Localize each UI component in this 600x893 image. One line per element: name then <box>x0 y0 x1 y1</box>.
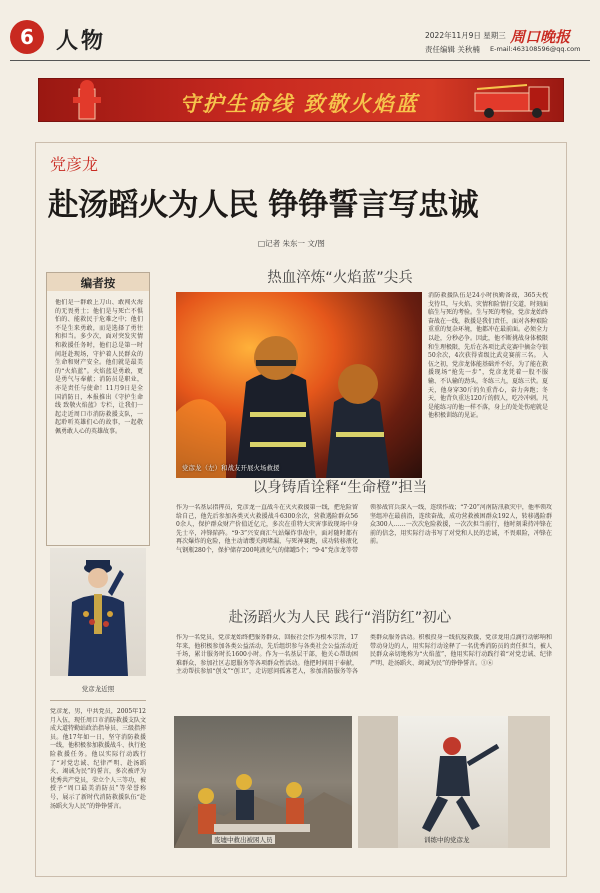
profile-divider <box>50 700 146 701</box>
profile-bio: 党彦龙，男，中共党员，2005年12月入伍，现任周口市消防救援支队文成大道特勤站政治指导员、三级指挥员。他17年如一日，坚守消防救援一线，他积极参加救援战斗、执行抢险救援任务。他以实际行动践行了“对党忠诚、纪律严明、赴汤蹈火、竭诚为民”的誓言，多次被评为优秀共产党员，荣立个人三等功，被授予“周口最美消防员”等荣誉称号，展示了新时代消防救援队伍“赴汤蹈火为人民”的铮铮誓言。 <box>50 708 146 810</box>
photo-caption-2: 废墟中救出被困人员 <box>214 836 273 844</box>
fire-hydrant-icon <box>59 79 119 121</box>
photo-caption-1: 党彦龙（左）和战友开展火场救援 <box>182 464 280 472</box>
profile-photo <box>50 548 146 676</box>
issue-date: 2022年11月9日 星期三 <box>425 31 506 40</box>
editor-note-box <box>46 272 150 546</box>
editor-note-title: 编者按 <box>80 276 116 290</box>
kicker-name: 党彦龙 <box>50 155 99 174</box>
training-photo <box>358 716 550 848</box>
headline: 赴汤蹈火为人民 铮铮誓言写忠诚 <box>48 187 479 223</box>
byline: □记者 朱东一 文/图 <box>258 239 325 248</box>
rescue-photo <box>174 716 352 848</box>
section-body-1: 消防救援队伍是24小时执勤备战，365天枕戈待旦，与火焰、灾情和险情打交道，时刻面临生与死的考验。生与死的考验，党彦龙始终奋战在一线，救援是我们责任，面对各种艰险重重的复杂环境，他都冲在最前面。必须全力以赴，分秒必争。因此，他不断挑战身体极限和生理极限，先后在各项比武竞赛中摘金夺银50余次，4次获得省级比武竞赛前三名。 入伍之初，党彦龙体能基础并不好，为了能在救援现场“抢先一步”，党彦龙凭着一股不服输、不认输的劲头，冬练三九，夏练三伏。夏天，他身穿30斤的负重背心，奋力奔跑；冬天，他背负重达120斤的假人，吃冷冲刺。凡是能练习的他一样不落，身上的处处伤疤就是他积极训练的见证。 <box>428 292 548 420</box>
header-rule <box>10 60 590 61</box>
section-title-3: 赴汤蹈火为人民 践行“消防红”初心 <box>228 610 452 626</box>
rubble-rescue-icon <box>174 716 352 848</box>
newspaper-logo: 周口晚报 <box>510 28 571 46</box>
email-address: E-mail:463108596@qq.com <box>490 45 581 53</box>
profile-photo-caption: 党彦龙近照 <box>81 685 115 693</box>
section-title-2: 以身铸盾诠释“生命橙”担当 <box>252 480 428 496</box>
fire-truck-icon <box>465 79 555 121</box>
banner <box>38 78 564 122</box>
section-name: 人物 <box>56 28 107 54</box>
editor-line: 责任编辑 关秋楠 <box>425 45 480 54</box>
editor-note-title-bar <box>47 273 149 291</box>
page-number: 6 <box>20 25 34 49</box>
section-body-2: 作为一名基层指挥员，党彦龙一直战斗在灭火救援第一线，把危险留给自己，他先后参加各类灭火救援战斗6300余次，营救遇险群众560余人，保护群众财产价值近亿元，多次在重特大灾害事故现场中身先士卒，冲锋陷阵。“9·3”兴安商汇气站爆炸事故中，面对随时都有再次爆炸的危险，他主动请缨关阀堵漏，与死神赛跑，成功转移液化气钢瓶280个，保护储存200吨液化气的储罐5个；“9·4”党彦龙等带领参战官兵深入一线，连续作战；“7·20”河南防汛救灾中，他率领攻坚组冲在最前沿，连续奋战，成功营救被困群众192人，转移遇险群众300人……一次次危险救援，一次次担当前行，他时刻秉持冲锋在前的信念，用实际行动书写了对党和人民的忠诚，不畏艰险，冲锋在前。 <box>176 504 552 554</box>
firefighter-training-icon <box>358 716 550 848</box>
section-title-1: 热血淬炼“火焰蓝”尖兵 <box>267 270 413 286</box>
photo-caption-3: 训练中的党彦龙 <box>424 836 470 844</box>
section-body-3: 作为一名党员，党彦龙始终把服务群众、回报社会作为根本宗旨，17年来，他积极参加各类公益活动，先后组织参与各类社会公益活动近千场，累计服务时长1600小时。作为一名基层干部，他关心帮助困难群众，参加社区志愿服务等各项群众性活动。他把时间用于奉献，主动帮扶参加“创文”“创卫”，走访慰问孤寡老人，参加消防服务等各类群众服务活动。积极投身一线抗疫救援，党彦龙用点滴行动影响和带动身边的人，用实际行动诠释了一名优秀消防员的责任担当，被人民群众亲切地称为“火焰蓝”，他用实际行动践行着“对党忠诚、纪律严明、赴汤蹈火、竭诚为民”的铮铮誓言。①⑥ <box>176 634 552 676</box>
firefighters-in-flames-icon <box>176 292 422 478</box>
editor-note-body: 他们是一群敢上刀山、敢闯火海的无畏勇士；他们是与死亡不惧怕的、能救民于危难之中；他们不是生来勇敢，而是选择了勇往和担当。多少次，面对突发灾情和救援任务时，他们总是第一时间赶赴现场，守护着人民群众的生命和财产安全。他们就是最美的“火焰蓝”。火焰蓝是勇敢，更是勇气与奉献；消防员是职业，亦是责任与使命！11月9日是全国消防日，本报推出《守护生命线 致敬火焰蓝》专栏，让我们一起走近周口市消防救援支队，一起聆听英雄们心的故事，一起敬佩勇敢人心的英雄故事。 <box>55 299 143 435</box>
page-number-badge <box>10 20 44 54</box>
firefighter-portrait-icon <box>50 548 146 676</box>
firefighters-photo <box>176 292 422 478</box>
banner-slogan: 守护生命线 致敬火焰蓝 <box>179 91 419 116</box>
